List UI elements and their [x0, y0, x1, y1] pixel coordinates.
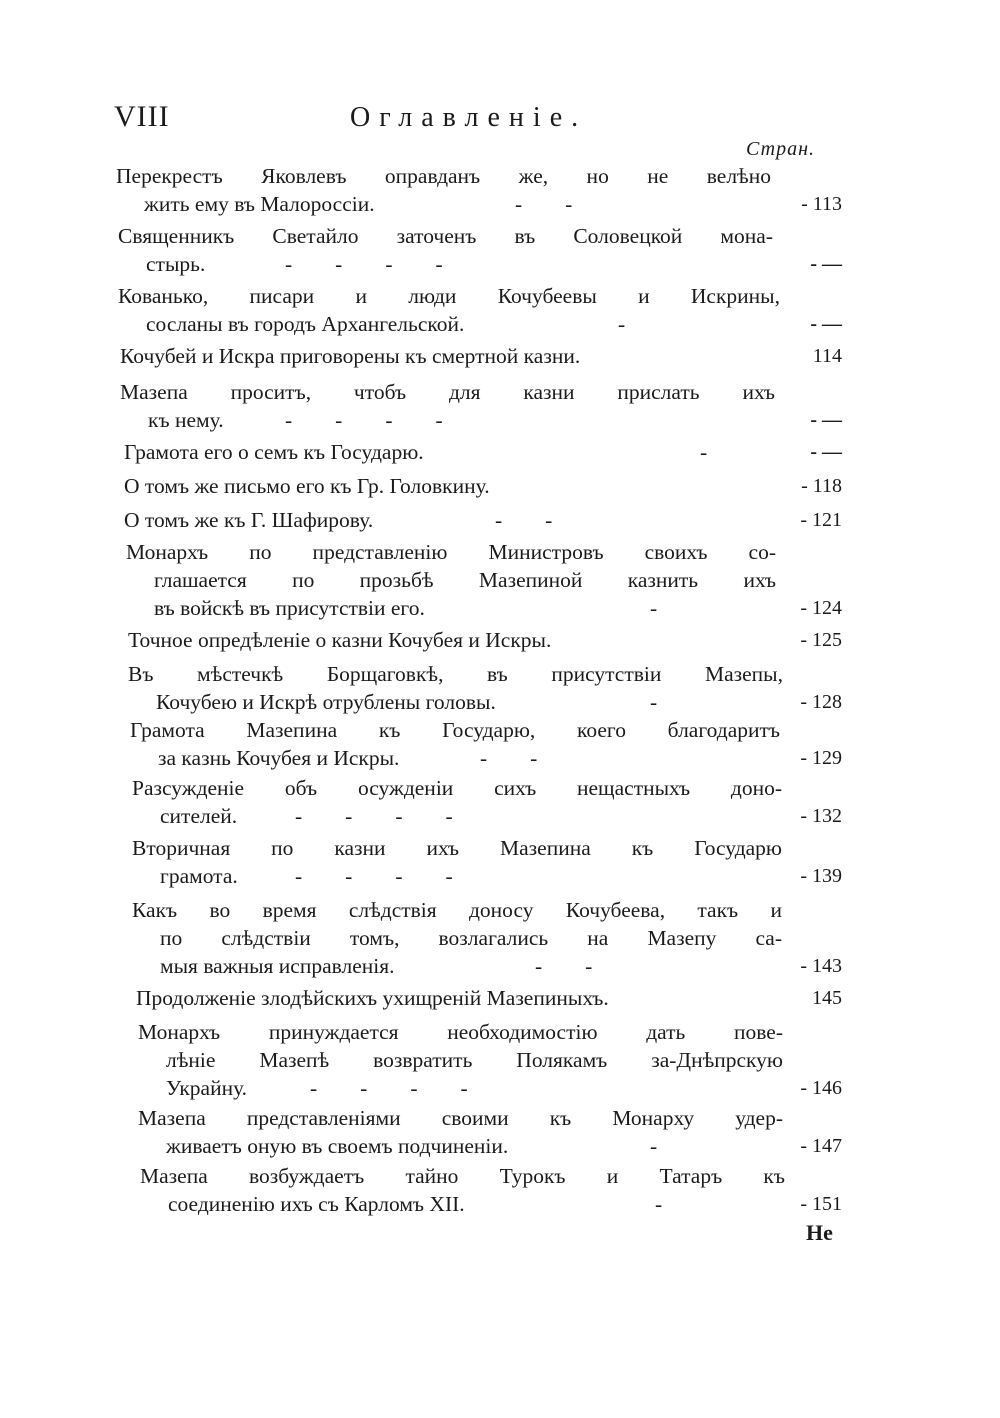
toc-entry-line: Священникъ Светайло заточенъ въ Соловецкой мона- — [118, 224, 773, 248]
toc-leader-dots: - — [650, 1134, 658, 1158]
toc-entry-line: Перекрестъ Яковлевъ оправданъ же, но не велѣно — [116, 164, 771, 188]
toc-entry-line: сосланы въ городъ Архангельской. — [146, 312, 465, 336]
toc-entry-line: Кованько, писари и люди Кочубеевы и Искрины, — [118, 284, 780, 308]
toc-entry-line: Точное опредѣленіе о казни Кочубея и Искры. — [128, 628, 552, 652]
toc-entry-line: Разсужденіе объ осужденіи сихъ нещастныхъ доно- — [132, 776, 782, 800]
toc-entry-line: Грамота его о семъ къ Государю. — [124, 440, 424, 464]
toc-entry-line: въ войскѣ въ присутствіи его. — [154, 596, 425, 620]
toc-entry-line: жить ему въ Малороссіи. — [144, 192, 375, 216]
toc-entry — [128, 660, 842, 716]
toc-page-number: - 139 — [800, 865, 842, 887]
toc-page-number: - 147 — [800, 1135, 842, 1157]
toc-entry — [118, 282, 842, 338]
page-number: VIII — [114, 100, 170, 133]
toc-page-number: - 113 — [801, 193, 842, 215]
toc-entry-line: Мазепа проситъ, чтобъ для казни прислать ихъ — [120, 380, 775, 404]
toc-page-number: - 132 — [800, 805, 842, 827]
toc-page-number: - — — [810, 313, 842, 335]
toc-leader-dots: - - — [515, 192, 573, 216]
toc-entry — [138, 1104, 842, 1160]
toc-page-number: - 118 — [801, 475, 842, 497]
toc-page-number: - 124 — [800, 597, 842, 619]
toc-entry — [136, 984, 842, 1012]
toc-entry-line: Кочубею и Искрѣ отрублены головы. — [156, 690, 496, 714]
toc-entry-line: живаетъ оную въ своемъ подчиненіи. — [166, 1134, 509, 1158]
toc-entry-line: Какъ во время слѣдствія доносу Кочубеева, такъ и — [132, 898, 782, 922]
toc-entry — [138, 1018, 842, 1102]
toc-entry-line: Продолженіе злодѣйскихъ ухищреній Мазепиныхъ. — [136, 986, 609, 1010]
toc-page-number: - — — [810, 253, 842, 275]
toc-entry-line: О томъ же письмо его къ Гр. Головкину. — [124, 474, 490, 498]
toc-entry-line: Вторичная по казни ихъ Мазепина къ Государю — [132, 836, 782, 860]
toc-entry-line: къ нему. — [148, 408, 224, 432]
toc-entry — [124, 472, 842, 500]
toc-entry-line: стырь. — [146, 252, 206, 276]
toc-page-number: - — — [810, 409, 842, 431]
toc-entry-line: Монархъ принуждается необходимостію дать пове- — [138, 1020, 783, 1044]
toc-page-number: - — — [810, 441, 842, 463]
toc-entry-line: сителей. — [160, 804, 238, 828]
toc-leader-dots: - — [700, 440, 708, 464]
toc-leader-dots: - — [650, 596, 658, 620]
toc-leader-dots: - - — [495, 508, 553, 532]
toc-leader-dots: - - - - — [310, 1076, 468, 1100]
toc-page-number: - 143 — [800, 955, 842, 977]
toc-entry-line: за казнь Кочубея и Искры. — [158, 746, 400, 770]
toc-entry — [130, 716, 842, 772]
toc-leader-dots: - — [655, 1192, 663, 1216]
toc-page-number: - 128 — [800, 691, 842, 713]
page-title: Оглавленіе. — [350, 102, 588, 133]
toc-entry-line: лѣніе Мазепѣ возвратить Полякамъ за-Днѣпрскую — [166, 1048, 783, 1072]
toc-leader-dots: - - — [480, 746, 538, 770]
toc-page-number: - 146 — [800, 1077, 842, 1099]
toc-leader-dots: - - — [535, 954, 593, 978]
toc-entry — [124, 438, 842, 466]
toc-entry-line: Монархъ по представленію Министровъ своихъ со- — [126, 540, 776, 564]
toc-entry — [132, 896, 842, 980]
toc-entry — [120, 342, 842, 370]
toc-page-number: - 129 — [800, 747, 842, 769]
page-header — [0, 100, 1000, 144]
toc-entry — [120, 378, 842, 434]
toc-entry — [132, 774, 842, 830]
toc-entry-line: Грамота Мазепина къ Государю, коего благодаритъ — [130, 718, 780, 742]
toc-entry-line: по слѣдствіи томъ, возлагались на Мазепу са- — [160, 926, 782, 950]
toc-entry — [132, 834, 842, 890]
toc-entry — [118, 222, 842, 278]
toc-page-number: - 125 — [800, 629, 842, 651]
toc-leader-dots: - — [618, 312, 626, 336]
toc-entry-line: Мазепа представленіями своими къ Монарху удер- — [138, 1106, 783, 1130]
toc-entry-line: грамота. — [160, 864, 238, 888]
toc-entry — [140, 1162, 842, 1218]
toc-page-number: - 151 — [800, 1193, 842, 1215]
toc-entry — [126, 538, 842, 622]
toc-entry-line: глашается по прозьбѣ Мазепиной казнить ихъ — [154, 568, 776, 592]
toc-leader-dots: - - - - — [285, 252, 443, 276]
toc-page-number: 145 — [812, 987, 842, 1009]
toc-page-number: 114 — [812, 345, 842, 367]
toc-leader-dots: - - - - — [295, 864, 453, 888]
toc-entry-line: О томъ же къ Г. Шафирову. — [124, 508, 374, 532]
toc-leader-dots: - - - - — [285, 408, 443, 432]
toc-entry-line: Кочубей и Искра приговорены къ смертной казни. — [120, 344, 581, 368]
toc-leader-dots: - — [650, 690, 658, 714]
toc-page-number: - 121 — [800, 509, 842, 531]
toc-entry-line: Украйну. — [166, 1076, 248, 1100]
toc-entry — [128, 626, 842, 654]
toc-entry-line: мыя важныя исправленія. — [160, 954, 395, 978]
catchword: Не — [806, 1220, 833, 1245]
toc-entry-line: Мазепа возбуждаетъ тайно Турокъ и Татаръ къ — [140, 1164, 785, 1188]
toc-leader-dots: - - - - — [295, 804, 453, 828]
toc-entry-line: соединенію ихъ съ Карломъ XII. — [168, 1192, 465, 1216]
page-column-label: Стран. — [746, 138, 815, 160]
toc-entry-line: Въ мѣстечкѣ Борщаговкѣ, въ присутствіи Мазепы, — [128, 662, 783, 686]
toc-entry — [124, 506, 842, 534]
toc-entry — [116, 162, 842, 218]
